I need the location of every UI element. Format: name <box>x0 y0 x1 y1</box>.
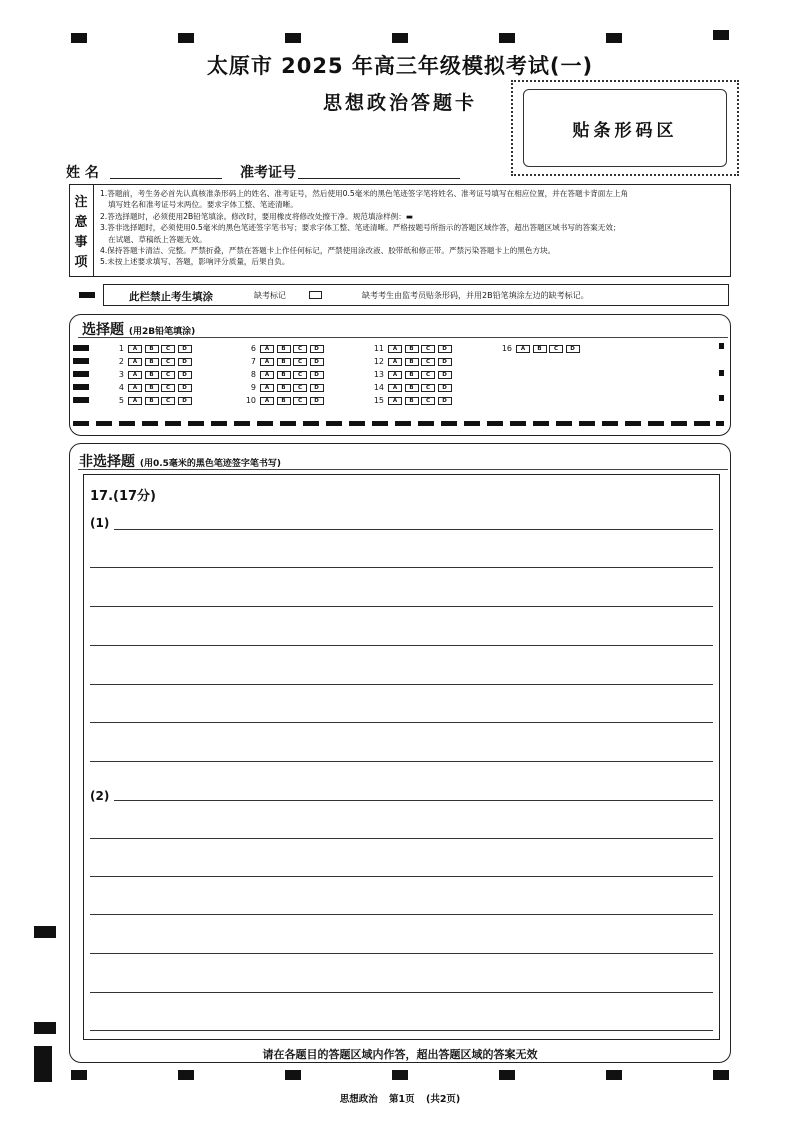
note-line: 2.答选择题时，必须使用2B铅笔填涂。修改时，要用橡皮将修改处擦干净。规范填涂样例：▬ <box>100 211 414 221</box>
option-bubble[interactable]: D <box>310 358 324 366</box>
option-bubble[interactable]: C <box>161 384 175 392</box>
option-bubble[interactable]: D <box>178 371 192 379</box>
footer-page: 第1页 <box>389 1094 415 1105</box>
question-number: 6 <box>250 344 256 353</box>
option-bubble[interactable]: B <box>145 345 159 353</box>
timing-mark <box>556 421 572 426</box>
timing-mark <box>73 345 89 351</box>
timing-mark <box>719 343 724 349</box>
question-number: 1 <box>118 344 124 353</box>
choice-question <box>238 357 326 366</box>
option-bubble[interactable]: C <box>161 345 175 353</box>
question-number: 13 <box>373 370 384 379</box>
timing-mark <box>719 395 724 401</box>
option-bubble[interactable]: B <box>277 345 291 353</box>
option-bubble[interactable]: A <box>260 371 274 379</box>
option-bubble[interactable]: B <box>277 397 291 405</box>
answer-box <box>83 474 720 1040</box>
timing-mark <box>395 421 411 426</box>
option-bubble[interactable]: B <box>145 397 159 405</box>
note-line: 3.答非选择题时，必须使用0.5毫米的黑色笔迹签字笔书写；要求字体工整、笔迹清晰。严格按题号所指示的答题区域作答，超出答题区域书写的答案无效； <box>100 223 621 233</box>
notes-label-char: 意 <box>74 214 88 230</box>
choice-question <box>238 370 326 379</box>
choice-question <box>110 370 194 379</box>
answer-line[interactable] <box>90 914 713 915</box>
timing-mark <box>349 421 365 426</box>
option-bubble[interactable]: D <box>310 371 324 379</box>
timing-mark <box>713 1070 729 1080</box>
choice-question <box>366 344 454 353</box>
choice-question <box>494 344 582 353</box>
absent-mark-label: 缺考标记 <box>254 291 286 300</box>
choice-hint: (用2B铅笔填涂) <box>128 327 196 337</box>
notes-label-char: 事 <box>74 235 88 251</box>
timing-mark <box>303 421 319 426</box>
timing-mark <box>606 33 622 43</box>
option-bubble[interactable]: A <box>128 345 142 353</box>
option-bubble[interactable]: B <box>405 345 419 353</box>
timing-mark <box>648 421 664 426</box>
timing-mark <box>694 421 710 426</box>
timing-mark <box>34 926 56 938</box>
timing-mark <box>285 1070 301 1080</box>
timing-mark <box>73 384 89 390</box>
question-number: 16 <box>501 344 512 353</box>
option-bubble[interactable]: B <box>145 384 159 392</box>
choice-question <box>366 383 454 392</box>
timing-mark <box>716 421 724 426</box>
option-bubble[interactable]: D <box>178 397 192 405</box>
timing-mark <box>73 397 89 403</box>
option-bubble[interactable]: A <box>260 384 274 392</box>
option-bubble[interactable]: C <box>421 345 435 353</box>
option-bubble[interactable]: C <box>421 397 435 405</box>
timing-mark <box>73 358 89 364</box>
timing-mark <box>73 371 89 377</box>
answer-line[interactable] <box>90 953 713 954</box>
timing-mark <box>441 421 457 426</box>
option-bubble[interactable]: B <box>533 345 547 353</box>
page-footer <box>0 1091 800 1105</box>
answer-line[interactable] <box>90 761 713 762</box>
timing-mark <box>499 1070 515 1080</box>
option-bubble[interactable]: D <box>178 384 192 392</box>
choice-question <box>110 344 194 353</box>
timing-mark <box>34 1022 56 1034</box>
option-bubble[interactable]: D <box>310 384 324 392</box>
timing-mark <box>257 421 273 426</box>
question-number: 7 <box>250 357 256 366</box>
question-number: 3 <box>118 370 124 379</box>
timing-mark <box>464 421 480 426</box>
absent-note: 缺考考生由监考员贴条形码，并用2B铅笔填涂左边的缺考标记。 <box>362 291 589 300</box>
option-bubble[interactable]: B <box>405 397 419 405</box>
option-bubble[interactable]: B <box>405 384 419 392</box>
option-bubble[interactable]: A <box>388 371 402 379</box>
answer-line[interactable] <box>90 684 713 685</box>
option-bubble[interactable]: C <box>293 358 307 366</box>
timing-mark <box>326 421 342 426</box>
answer-line[interactable] <box>90 1030 713 1031</box>
timing-mark <box>211 421 227 426</box>
option-bubble[interactable]: C <box>421 384 435 392</box>
answer-line[interactable] <box>90 722 713 723</box>
footer-total: (共2页) <box>425 1094 461 1105</box>
option-bubble[interactable]: D <box>438 397 452 405</box>
option-bubble[interactable]: C <box>549 345 563 353</box>
footer-subject: 思想政治 <box>339 1094 378 1105</box>
option-bubble[interactable]: A <box>388 358 402 366</box>
answer-line[interactable] <box>90 992 713 993</box>
choice-section-title <box>82 319 195 339</box>
timing-mark <box>71 33 87 43</box>
choice-title: 选择题 <box>82 322 124 338</box>
answer-line[interactable] <box>90 645 713 646</box>
option-bubble[interactable]: D <box>178 345 192 353</box>
name-field[interactable] <box>110 178 222 179</box>
timing-mark <box>142 421 158 426</box>
free-title: 非选择题 <box>79 454 135 470</box>
question-number: 15 <box>373 396 384 405</box>
option-bubble[interactable]: B <box>405 371 419 379</box>
answer-line[interactable] <box>90 838 713 839</box>
question-number: 8 <box>250 370 256 379</box>
option-bubble[interactable]: D <box>438 384 452 392</box>
notes-label-char: 注 <box>74 194 88 210</box>
timing-mark <box>79 292 95 298</box>
timing-mark <box>602 421 618 426</box>
exam-id-field[interactable] <box>298 178 460 179</box>
timing-mark <box>119 421 135 426</box>
option-bubble[interactable]: D <box>310 345 324 353</box>
forbidden-box <box>103 284 729 306</box>
timing-mark <box>165 421 181 426</box>
timing-mark <box>418 421 434 426</box>
option-bubble[interactable]: D <box>178 358 192 366</box>
free-title-underline <box>78 469 728 470</box>
question-number: 11 <box>373 344 384 353</box>
timing-mark <box>188 421 204 426</box>
option-bubble[interactable]: D <box>310 397 324 405</box>
option-bubble[interactable]: C <box>161 371 175 379</box>
option-bubble[interactable]: A <box>260 358 274 366</box>
choice-question <box>110 383 194 392</box>
question-number: 14 <box>373 383 384 392</box>
option-bubble[interactable]: C <box>161 397 175 405</box>
timing-mark <box>579 421 595 426</box>
timing-mark <box>606 1070 622 1080</box>
option-bubble[interactable]: A <box>260 345 274 353</box>
choice-question <box>110 396 194 405</box>
notes-label-char: 项 <box>74 255 88 271</box>
timing-mark <box>533 421 549 426</box>
option-bubble[interactable]: B <box>277 358 291 366</box>
choice-question <box>366 396 454 405</box>
timing-mark <box>625 421 641 426</box>
answer-line[interactable] <box>90 876 713 877</box>
timing-mark <box>372 421 388 426</box>
timing-mark <box>499 33 515 43</box>
timing-mark <box>487 421 503 426</box>
sheet-title: 太原市 2025 年高三年级模拟考试(一) <box>206 54 594 78</box>
note-line: 1.答题前，考生务必首先认真核准条形码上的姓名、准考证号，然后使用0.5毫米的黑色笔迹签字笔将姓名、准考证号填写在相应位置，并在答题卡背面左上角 <box>100 189 629 198</box>
timing-mark <box>713 30 729 40</box>
option-bubble[interactable]: A <box>388 345 402 353</box>
free-section-title <box>79 451 281 471</box>
timing-mark <box>71 1070 87 1080</box>
timing-mark <box>671 421 687 426</box>
choice-question <box>110 357 194 366</box>
timing-mark <box>392 1070 408 1080</box>
option-bubble[interactable]: D <box>438 358 452 366</box>
notes-label <box>69 184 94 277</box>
notes-text <box>100 188 728 268</box>
timing-mark <box>178 33 194 43</box>
option-bubble[interactable]: A <box>388 397 402 405</box>
answer-line[interactable] <box>114 800 713 801</box>
question-number: 2 <box>118 357 124 366</box>
timing-mark <box>510 421 526 426</box>
barcode-label: 贴条形码区 <box>523 89 727 167</box>
free-hint: (用0.5毫米的黑色笔迹签字笔书写) <box>139 459 282 469</box>
answer-area-warning: 请在各题目的答题区域内作答，超出答题区域的答案无效 <box>262 1048 538 1061</box>
forbidden-title: 此栏禁止考生填涂 <box>129 291 213 303</box>
option-bubble[interactable]: A <box>128 358 142 366</box>
option-bubble[interactable]: A <box>128 371 142 379</box>
sheet-subtitle: 思想政治答题卡 <box>322 92 477 114</box>
timing-mark <box>96 421 112 426</box>
question-number: 10 <box>245 396 256 405</box>
timing-mark <box>280 421 296 426</box>
option-bubble[interactable]: C <box>293 397 307 405</box>
option-bubble[interactable]: B <box>145 358 159 366</box>
question-number: 12 <box>373 357 384 366</box>
question-number: 9 <box>250 383 256 392</box>
answer-line[interactable] <box>90 606 713 607</box>
timing-mark <box>34 1046 52 1082</box>
option-bubble[interactable]: C <box>293 384 307 392</box>
option-bubble[interactable]: A <box>260 397 274 405</box>
option-bubble[interactable]: C <box>293 345 307 353</box>
option-bubble[interactable]: D <box>438 345 452 353</box>
option-bubble[interactable]: A <box>128 397 142 405</box>
timing-mark <box>234 421 250 426</box>
option-bubble[interactable]: B <box>145 371 159 379</box>
question-number: 4 <box>118 383 124 392</box>
choice-question <box>238 383 326 392</box>
choice-title-underline <box>78 337 728 338</box>
answer-line[interactable] <box>114 529 713 530</box>
option-bubble[interactable]: C <box>293 371 307 379</box>
exam-id-label: 准考证号 <box>240 165 296 181</box>
choice-question <box>366 357 454 366</box>
question-number: 5 <box>118 396 124 405</box>
option-bubble[interactable]: D <box>566 345 580 353</box>
name-label: 姓 名 <box>66 165 99 181</box>
option-bubble[interactable]: C <box>161 358 175 366</box>
note-line: 填写姓名和准考证号末两位。要求字体工整、笔迹清晰。 <box>108 200 298 210</box>
note-line: 在试题、草稿纸上答题无效。 <box>108 234 207 244</box>
option-bubble[interactable]: B <box>277 371 291 379</box>
absent-mark-box[interactable] <box>309 291 322 299</box>
choice-question <box>238 396 326 405</box>
part-2-label: (2) <box>90 789 110 803</box>
choice-question <box>366 370 454 379</box>
option-bubble[interactable]: D <box>438 371 452 379</box>
choice-question <box>238 344 326 353</box>
answer-line[interactable] <box>90 567 713 568</box>
option-bubble[interactable]: C <box>421 358 435 366</box>
question-17-label: 17.(17分) <box>90 489 157 504</box>
option-bubble[interactable]: A <box>516 345 530 353</box>
option-bubble[interactable]: A <box>128 384 142 392</box>
timing-mark <box>73 421 89 426</box>
note-line: 4.保持答题卡清洁、完整。严禁折叠，严禁在答题卡上作任何标记，严禁使用涂改液、胶带纸和修正带。严禁污染答题卡上的黑色方块。 <box>100 246 556 256</box>
option-bubble[interactable]: A <box>388 384 402 392</box>
option-bubble[interactable]: C <box>421 371 435 379</box>
timing-mark <box>178 1070 194 1080</box>
option-bubble[interactable]: B <box>277 384 291 392</box>
note-line: 5.未按上述要求填写、答题，影响评分质量，后果自负。 <box>100 257 290 267</box>
timing-mark <box>392 33 408 43</box>
part-1-label: (1) <box>90 516 110 530</box>
timing-mark <box>719 370 724 376</box>
option-bubble[interactable]: B <box>405 358 419 366</box>
timing-mark <box>285 33 301 43</box>
